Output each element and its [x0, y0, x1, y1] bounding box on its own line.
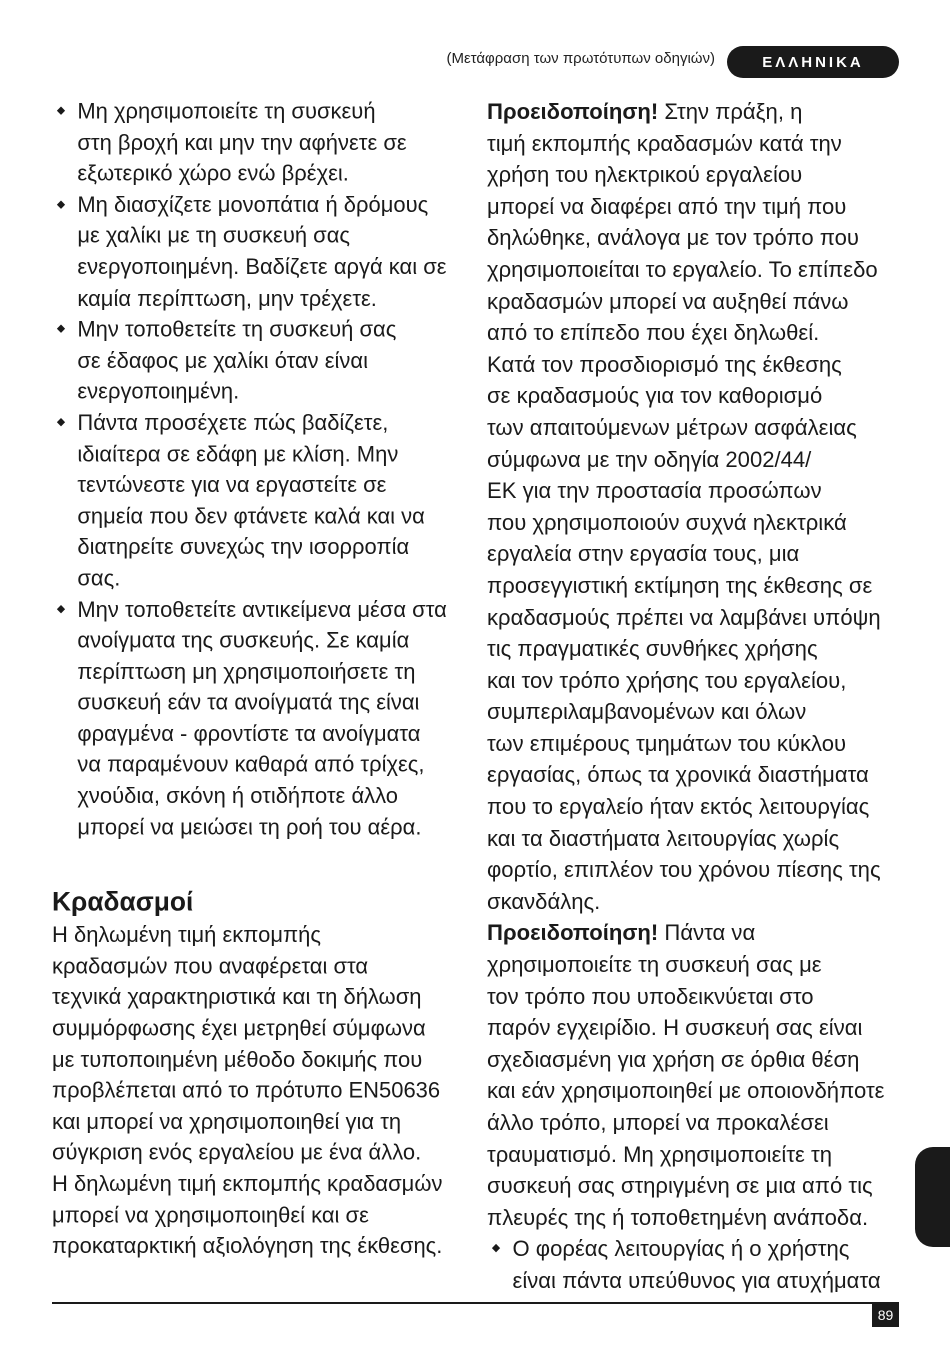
text-line: χρησιμοποιείται το εργαλείο. Το επίπεδο — [487, 256, 878, 282]
bullet-item — [52, 594, 462, 843]
text-line: ενεργοποιημένη. — [77, 378, 240, 404]
text-line: ανοίγματα της συσκευής. Σε καμία — [77, 627, 410, 653]
text-line: είναι πάντα υπεύθυνος για ατυχήματα — [512, 1267, 881, 1293]
text-line: των επιμέρους τμημάτων του κύκλου — [487, 730, 847, 756]
bullet-diamond-icon: ◆ — [56, 602, 66, 615]
text-line: με τυποποιημένη μέθοδο δοκιμής που — [52, 1046, 423, 1072]
right-column — [487, 96, 899, 1297]
left-column — [52, 96, 462, 1262]
text-line: φορτίο, επιπλέον του χρόνου πίεσης της — [487, 857, 881, 883]
bullet-diamond-icon: ◆ — [56, 415, 66, 428]
text-line: πλευρές της ή τοποθετημένη ανάποδα. — [487, 1204, 869, 1230]
text-line: ιδιαίτερα σε εδάφη με κλίση. Μην — [77, 441, 399, 466]
text-line: άλλο τρόπο, μπορεί να προκαλέσει — [487, 1110, 829, 1135]
text-line: εξωτερικό χώρο ενώ βρέχει. — [77, 161, 349, 186]
text-line: τιμή εκπομπής κραδασμών κατά την — [487, 130, 842, 156]
text-line: από το επίπεδο που έχει δηλωθεί. — [487, 320, 820, 346]
text-line: Ο φορέας λειτουργίας ή ο χρήστης — [512, 1236, 850, 1262]
text-line: σε κραδασμούς για τον καθορισμό — [487, 383, 823, 409]
text-line: χρησιμοποιείτε τη συσκευή σας με — [487, 952, 822, 978]
bullet-diamond-icon: ◆ — [491, 1242, 501, 1255]
text-line: χνούδια, σκόνη ή οτιδήποτε άλλο — [77, 783, 398, 809]
text-line: ΕΚ για την προστασία προσώπων — [487, 478, 822, 504]
text-line: Πάντα προσέχετε πώς βαδίζετε, — [77, 410, 389, 435]
text-line: σημεία που δεν φτάνετε καλά και να — [77, 503, 425, 529]
text-line: κραδασμών που αναφέρεται στα — [52, 953, 369, 979]
text-line: σύμφωνα με την οδηγία 2002/44/ — [487, 446, 812, 472]
text-line: προκαταρκτική αξιολόγηση της έκθεσης. — [52, 1233, 443, 1259]
text-line: τις πραγματικές συνθήκες χρήσης — [487, 636, 818, 662]
text-line: δηλώθηκε, ανάλογα με τον τρόπο που — [487, 225, 860, 251]
text-line: μπορεί να διαφέρει από την τιμή που — [487, 193, 847, 219]
text-line: ενεργοποιημένη. Βαδίζετε αργά και σε — [77, 254, 447, 280]
text-line: κραδασμούς πρέπει να λαμβάνει υπόψη — [487, 604, 881, 630]
text-line: σκανδάλης. — [487, 888, 601, 914]
text-line: που χρησιμοποιούν συχνά ηλεκτρικά — [487, 509, 847, 535]
text-line: Μη διασχίζετε μονοπάτια ή δρόμους — [77, 192, 429, 217]
text-line: σύγκριση ενός εργαλείου με ένα άλλο. — [52, 1140, 422, 1165]
text-line: των απαιτούμενων μέτρων ασφάλειας — [487, 414, 857, 440]
text-line: συμμόρφωσης έχει μετρηθεί σύμφωνα — [52, 1015, 426, 1041]
text-line: Μην τοποθετείτε αντικείμενα μέσα στα — [77, 596, 447, 622]
footer-rule — [52, 1302, 898, 1304]
text-line: παρόν εγχειρίδιο. Η συσκευή σας είναι — [487, 1015, 863, 1041]
text-line: συσκευή σας στηριγμένη σε μια από τις — [487, 1173, 873, 1199]
text-line: και μπορεί να χρησιμοποιηθεί για τη — [52, 1109, 402, 1134]
warning-first-line — [487, 96, 899, 128]
text-line: καμία περίπτωση, μην τρέχετε. — [77, 285, 377, 311]
text-line: και τα διαστήματα λειτουργίας χωρίς — [487, 825, 840, 851]
text-line: με χαλίκι με τη συσκευή σας — [77, 223, 351, 249]
bullet-item — [52, 96, 462, 189]
text-line: να παραμένουν καθαρά από τρίχες, — [77, 752, 425, 777]
warning-text: Στην πράξη, η — [658, 99, 803, 124]
text-line: μπορεί να χρησιμοποιηθεί και σε — [52, 1202, 369, 1228]
language-badge: ΕΛΛΗΝΙΚΑ — [727, 46, 899, 78]
translation-note: (Μετάφραση των πρωτότυπων οδηγιών) — [446, 50, 715, 67]
text-line: τεντώνεστε για να εργαστείτε σε — [77, 472, 387, 497]
text-line: προσεγγιστική εκτίμηση της έκθεσης σε — [487, 572, 873, 598]
text-line: Μην τοποθετείτε τη συσκευή σας — [77, 316, 397, 342]
text-line: φραγμένα - φροντίστε τα ανοίγματα — [77, 721, 421, 746]
bullet-item — [52, 407, 462, 594]
text-line: σε έδαφος με χαλίκι όταν είναι — [77, 347, 368, 373]
text-line: διατηρείτε συνεχώς την ισορροπία — [77, 534, 410, 560]
bullet-item — [52, 314, 462, 407]
text-line: τον τρόπο που υποδεικνύεται στο — [487, 983, 814, 1009]
bullet-diamond-icon: ◆ — [56, 322, 66, 335]
text-line: και τον τρόπο χρήσης του εργαλείου, — [487, 667, 847, 693]
text-line: και εάν χρησιμοποιηθεί με οποιονδήποτε — [487, 1078, 885, 1104]
page-number: 89 — [872, 1302, 899, 1327]
text-line: Η δηλωμένη τιμή εκπομπής — [52, 922, 321, 948]
bullet-diamond-icon: ◆ — [56, 104, 66, 117]
bullet-item — [487, 1233, 899, 1296]
text-line: Μη χρησιμοποιείτε τη συσκευή — [77, 98, 376, 124]
text-line: Η δηλωμένη τιμή εκπομπής κραδασμών — [52, 1171, 443, 1197]
text-line: προβλέπεται από το πρότυπο EN50636 — [52, 1078, 441, 1103]
text-line: χρήση του ηλεκτρικού εργαλείου — [487, 162, 803, 188]
warning-first-line — [487, 917, 899, 949]
text-line: στη βροχή και μην την αφήνετε σε — [77, 130, 407, 155]
text-line: κραδασμών μπορεί να αυξηθεί πάνω — [487, 288, 849, 314]
bullet-item — [52, 189, 462, 313]
text-line: συμπεριλαμβανομένων και όλων — [487, 699, 807, 725]
text-line: τραυματισμό. Μη χρησιμοποιείτε τη — [487, 1141, 833, 1167]
warning-text: Πάντα να — [658, 920, 756, 946]
text-line: μπορεί να μειώσει τη ροή του αέρα. — [77, 814, 422, 840]
text-line: σχεδιασμένη για χρήση σε όρθια θέση — [487, 1046, 860, 1072]
warning-label: Προειδοποίηση! — [487, 920, 659, 946]
text-line: εργαλεία στην εργασία τους, μια — [487, 541, 800, 567]
side-tab-marker — [915, 1147, 950, 1247]
text-line: που το εργαλείο ήταν εκτός λειτουργίας — [487, 794, 870, 820]
text-line: Κατά τον προσδιορισμό της έκθεσης — [487, 351, 842, 377]
text-line: σας. — [77, 565, 121, 591]
text-line: τεχνικά χαρακτηριστικά και τη δήλωση — [52, 984, 422, 1010]
warning-label: Προειδοποίηση! — [487, 99, 659, 124]
text-line: εργασίας, όπως τα χρονικά διαστήματα — [487, 762, 869, 788]
text-line: συσκευή εάν τα ανοίγματά της είναι — [77, 690, 420, 715]
section-title: Κραδασμοί — [52, 887, 194, 917]
text-line: περίπτωση μη χρησιμοποιήσετε τη — [77, 658, 416, 684]
bullet-diamond-icon: ◆ — [56, 198, 66, 211]
